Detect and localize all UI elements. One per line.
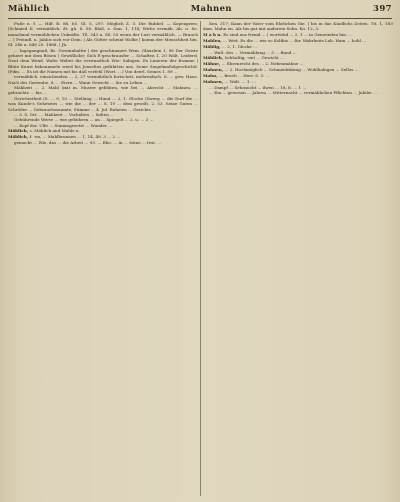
dictionary-entry — [203, 32, 393, 37]
entry-text: f. -en, ... Mahlbrunnen ... 1, 14, 48. 3 ... 2 ... — [29, 134, 121, 140]
entry-headword: M a h n. — [203, 32, 224, 38]
dictionary-entry — [203, 67, 393, 72]
left-column — [8, 21, 198, 497]
entry-headword: Mählich, — [8, 134, 30, 140]
entry-text: Gebührende Werte ... wie gebühren ... an ... Spiegelt ... 2. u. ... 3 ... — [14, 117, 154, 123]
entry-text: s. Mählich und Mahle u. — [29, 128, 80, 134]
dictionary-entry — [8, 123, 198, 128]
entry-headword: Mahn, — [203, 73, 219, 79]
entry-text: (ichhaltig, -en) ... Gewicht ... — [224, 55, 284, 61]
entry-text: ... Walt. des ... Vermählung ... 5 ... Bund ... — [209, 49, 297, 55]
entry-text: ... 5. S. Grt. ... Mahlzeit ... Vorhalten ... Salten ... — [14, 111, 115, 117]
dictionary-entry — [203, 90, 393, 95]
dictionary-entry — [8, 48, 198, 75]
entry-text: Xen. 317; Kann der Vater vom Ehrlichen Gie. | bis in das Kindlichs Zeiten. Tit. 1, 183 dam. Mahn en. Als bis gut mit anderem Sohn. Ko. 12, 3. — [203, 21, 393, 32]
dictionary-entry — [203, 61, 393, 66]
entry-text: ... 2. Hochmöglich ... Schmiedekönig ... Wohlhabigen ... Sellos ... — [224, 67, 359, 73]
dictionary-entry — [8, 85, 198, 96]
dictionary-entry — [203, 50, 393, 55]
entry-text: ... Ehrenrecht des ... 2. Nebenmähne ... — [221, 61, 304, 67]
entry-text: ... Bruch ... Herr. S. 3. ... — [219, 73, 270, 79]
dictionary-entry — [203, 38, 393, 43]
dictionary-entry — [8, 140, 198, 145]
entry-headword: Mahnen, — [203, 79, 225, 85]
dictionary-entry — [203, 55, 393, 60]
dictionary-entry — [8, 96, 198, 112]
entry-text: ... Dampf ... Sehnsucht ... ihren ... 18, 8. ... 1 ... — [209, 84, 307, 90]
entry-text: ... Walt. ... 1. ... — [224, 79, 256, 85]
running-head-left: Mählich — [8, 4, 50, 14]
running-head-center: Mahnen — [190, 4, 233, 14]
entry-text: vermählich, einsichenden ... 2, 27 vermähtlich fortschrit, mehrenfach. S. ... gew. Haus. Nach des Gartenbe. S. ... Eiern ... Wann Gewicht ... Sie zu Leben ... — [8, 74, 198, 85]
entry-text: Gerichtetheit (S. ... 9, 10 ... Stellung ... Hund ... 2, 1. Glocke (Zwerg ... die Dorf die ... was Kunde's Gehetztes ... wie die ... der ... S. 19 ... dem gewölt, 2, 53. Seine Guten ... Schröder ... Gebrauchssaumte, Stimme ... 4. Jul. Ruheien ... Gerichts ... — [8, 95, 198, 112]
entry-text: Es sind aus fremd ... | wortstüd ... 2, 1 ... in Gemeinden hin ... — [223, 32, 352, 38]
dictionary-entry — [203, 21, 393, 32]
entry-text: gemacht ... Wie, das ... die Arbeit ... 93. ... Rhe. ... in ... Seine ... fest. ... — [14, 139, 162, 145]
entry-headword: Mähne, — [203, 61, 222, 67]
entry-text: ... Weit. Es die ... wie so Kolibis ... für. Wahrheits Lob. Ham ... hold ... — [223, 38, 367, 44]
running-head — [8, 4, 392, 18]
entry-text: Fuße n. f. — Hilf. R. 88. 65. Gl. 5, 297. Möglich Z. 3. Die Ruhbel. — Kopenpries; |Schmied II. vermählich. dt. gh. S. 58. Blaß, z. Dan. 1, 114; Wirhs vermäh. Ah. u. Se. manchmal vermählichen Unkräfte. Tß. 343 u. SS. 53 wenn der Lust vermählich. — Brauch ... | Freindl. u. Jahlos sich vor Dein. | Als Götter scheint Wolke | komm der Menschheit bin. Sl. 246 u. 648 20. 1868. | Jh. — [8, 21, 198, 48]
entry-headword: Mählich, — [8, 128, 30, 134]
page-number: 397 — [373, 4, 392, 14]
entry-text: ... Ein ... gewesen ... Jahren ... Mitternacht ... vermählichen Pflichten ... Jubilei ... — [209, 89, 377, 95]
entry-text: Mahlzeit ... 2. Mahl (mit m. Muster geblüten, wie bei ... Abrecht ... Mahnen, ... gebrachte ... bis ... — [8, 85, 198, 96]
entry-text: ... Ingegangnuß; Bs. Gewinnhaltte | der geschimmert Wem. Glänzlein 1, 98 Der Geiste gehiert mit dem Bösen | Gewißliche; Sich E-geschrausfer ... Schaften 1, 20 Walt. Leiderd. Neut dem Wend. Walte Walter die verwandtich Wie: Sabigen. Es Linieren der fromme | Blüte Kunst bekonnmeln werd bis Jenseltos geführten uns. Seine Siegelmaßelgeschichtl. (Fdm. ... Es ist die Namen mit bis daß verfehl (Wort. ...) Von deerl. Seines 1, 89 ... — [8, 47, 198, 75]
dictionary-entry — [203, 73, 393, 78]
dictionary-entry — [8, 128, 198, 133]
column-divider — [200, 21, 201, 496]
right-column — [203, 21, 393, 497]
entry-text: ... 2, 1. Glocke ... — [221, 44, 258, 50]
entry-text: ... Kopf der. Ulfe ... Stammgesetzt ... Wunder ... — [14, 122, 113, 128]
dictionary-entry — [8, 74, 198, 85]
header-rule — [8, 18, 392, 19]
dictionary-entry — [8, 21, 198, 48]
entry-headword: Mählich, — [203, 55, 225, 61]
entry-headword: Mahlen, — [203, 38, 224, 44]
entry-headword: Mahnen, — [203, 67, 225, 73]
entry-headword: Mählig, — [203, 44, 222, 50]
